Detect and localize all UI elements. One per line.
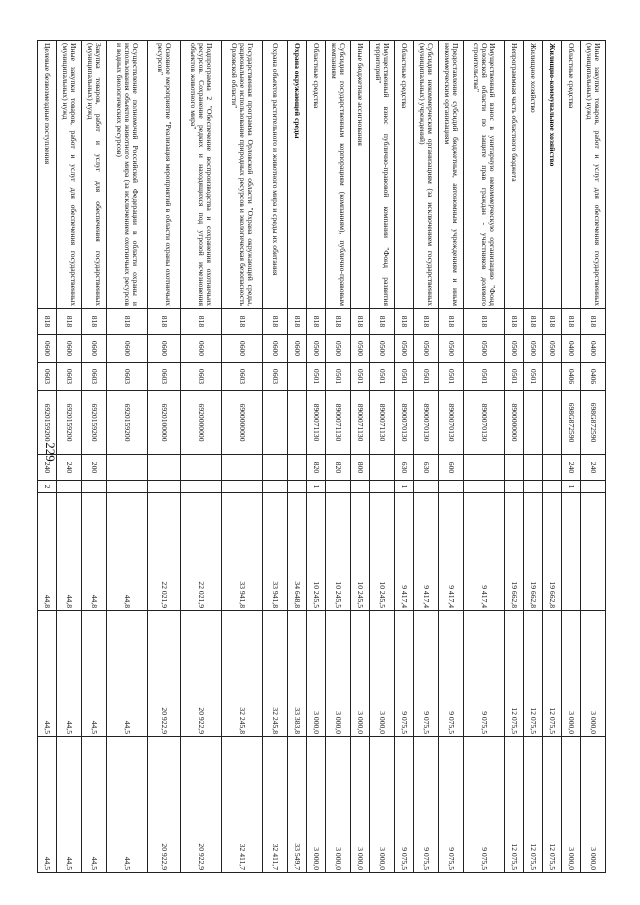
cell-amount-3: 44,5: [38, 737, 57, 873]
cell-grbs: 818: [181, 309, 222, 335]
cell-grbs: 818: [562, 309, 581, 335]
cell-section: 0600: [82, 335, 107, 363]
cell-amount-1: 33 941,8: [263, 493, 288, 611]
cell-subsection: 0406: [562, 363, 581, 391]
cell-section: 0600: [38, 335, 57, 363]
cell-target-article: 698G872590: [562, 391, 581, 455]
cell-section: 0500: [326, 335, 351, 363]
cell-amount-2: 32 245,8: [222, 611, 263, 737]
cell-marker: [288, 481, 307, 493]
cell-amount-3: 9 075,5: [464, 737, 505, 873]
cell-marker: [181, 481, 222, 493]
cell-amount-2: 9 075,5: [414, 611, 439, 737]
cell-amount-1: 10 245,5: [351, 493, 370, 611]
cell-marker: [148, 481, 181, 493]
cell-name: Государственная программа Орловской области "Охрана окружающей среды, рациональное использование природных ресурсов и экологическая безопасность Орловской области": [222, 41, 263, 309]
cell-amount-2: 44,5: [38, 611, 57, 737]
cell-grbs: 818: [524, 309, 543, 335]
budget-table-body: [38, 41, 606, 873]
cell-marker: 1: [307, 481, 326, 493]
cell-subsection: 0603: [222, 363, 263, 391]
cell-target-article: 8900070130: [464, 391, 505, 455]
cell-target-article: 6920159200: [82, 391, 107, 455]
cell-target-article: 698G872590: [581, 391, 606, 455]
cell-marker: [326, 481, 351, 493]
cell-name: Охрана объектов растительного и животного мира и среды их обитания: [263, 41, 288, 309]
cell-amount-3: 3 000,0: [307, 737, 326, 873]
table-row: [307, 41, 326, 873]
cell-amount-1: 44,8: [82, 493, 107, 611]
cell-amount-3: 9 075,5: [439, 737, 464, 873]
cell-subsection: 0501: [524, 363, 543, 391]
cell-target-article: 8900070130: [395, 391, 414, 455]
cell-amount-1: 19 662,8: [505, 493, 524, 611]
cell-amount-1: 10 245,5: [326, 493, 351, 611]
cell-grbs: 818: [148, 309, 181, 335]
cell-marker: [439, 481, 464, 493]
cell-target-article: 6920159200: [107, 391, 148, 455]
cell-amount-1: 9 417,4: [439, 493, 464, 611]
cell-section: 0600: [107, 335, 148, 363]
cell-subsection: 0501: [326, 363, 351, 391]
cell-expense-type: [148, 455, 181, 481]
cell-marker: 1: [395, 481, 414, 493]
cell-subsection: 0603: [181, 363, 222, 391]
cell-amount-3: 12 075,5: [505, 737, 524, 873]
cell-amount-1: 10 245,5: [307, 493, 326, 611]
cell-expense-type: 240: [581, 455, 606, 481]
cell-amount-1: 10 245,5: [370, 493, 395, 611]
cell-amount-3: 44,5: [107, 737, 148, 873]
cell-amount-3: 20 922,9: [148, 737, 181, 873]
cell-amount-1: 44,8: [57, 493, 82, 611]
cell-marker: [543, 481, 562, 493]
cell-amount-1: 22 021,9: [181, 493, 222, 611]
cell-subsection: 0603: [148, 363, 181, 391]
cell-target-article: [288, 391, 307, 455]
cell-section: 0500: [351, 335, 370, 363]
cell-grbs: 818: [581, 309, 606, 335]
cell-grbs: 818: [57, 309, 82, 335]
cell-expense-type: 600: [439, 455, 464, 481]
cell-expense-type: [505, 455, 524, 481]
table-row: [351, 41, 370, 873]
table-row: [222, 41, 263, 873]
cell-amount-1: 44,8: [38, 493, 57, 611]
cell-name: Иные закупки товаров, работ и услуг для обеспечения государственных (муниципальных) нужд: [581, 41, 606, 309]
cell-amount-3: 20 922,9: [181, 737, 222, 873]
cell-target-article: 6900000000: [222, 391, 263, 455]
cell-expense-type: [181, 455, 222, 481]
cell-expense-type: 240: [562, 455, 581, 481]
cell-amount-3: 12 075,5: [543, 737, 562, 873]
cell-subsection: [543, 363, 562, 391]
cell-section: 0500: [505, 335, 524, 363]
cell-expense-type: [288, 455, 307, 481]
cell-amount-2: 9 075,5: [395, 611, 414, 737]
cell-amount-3: 3 000,0: [326, 737, 351, 873]
cell-amount-3: 3 000,0: [351, 737, 370, 873]
cell-target-article: 8900071130: [307, 391, 326, 455]
cell-expense-type: [107, 455, 148, 481]
cell-subsection: 0501: [414, 363, 439, 391]
cell-amount-1: 34 648,8: [288, 493, 307, 611]
cell-grbs: 818: [543, 309, 562, 335]
cell-section: 0600: [263, 335, 288, 363]
cell-target-article: 8900070130: [439, 391, 464, 455]
cell-marker: [505, 481, 524, 493]
cell-name: Охрана окружающей среды: [288, 41, 307, 309]
cell-subsection: 0603: [107, 363, 148, 391]
cell-target-article: 8900071130: [351, 391, 370, 455]
cell-grbs: 818: [370, 309, 395, 335]
cell-marker: [222, 481, 263, 493]
cell-name: Закупка товаров, работ и услуг для обеспечения государственных (муниципальных) нужд: [82, 41, 107, 309]
cell-name: Предоставление субсидий бюджетным, автономным учреждениям и иным некоммерческим организациям: [439, 41, 464, 309]
cell-grbs: 818: [288, 309, 307, 335]
table-row: [57, 41, 82, 873]
cell-subsection: 0603: [57, 363, 82, 391]
cell-amount-3: 3 000,0: [370, 737, 395, 873]
table-row: [326, 41, 351, 873]
cell-amount-1: [581, 493, 606, 611]
cell-name: Основное мероприятие "Реализация мероприятий в области охраны охотничьих ресурсов": [148, 41, 181, 309]
cell-amount-1: 22 021,9: [148, 493, 181, 611]
cell-expense-type: 800: [351, 455, 370, 481]
cell-section: 0500: [543, 335, 562, 363]
cell-target-article: 6920000000: [181, 391, 222, 455]
table-row: [524, 41, 543, 873]
cell-expense-type: [543, 455, 562, 481]
cell-grbs: 818: [326, 309, 351, 335]
cell-target-article: 6920100000: [148, 391, 181, 455]
cell-marker: [82, 481, 107, 493]
cell-name: Субсидии некоммерческим организациям (за исключением государственных (муниципальных) учреждений): [414, 41, 439, 309]
cell-amount-3: 9 075,5: [414, 737, 439, 873]
cell-grbs: 818: [307, 309, 326, 335]
cell-expense-type: [263, 455, 288, 481]
cell-target-article: 8900070130: [414, 391, 439, 455]
cell-grbs: 818: [222, 309, 263, 335]
table-row: [562, 41, 581, 873]
cell-section: 0400: [562, 335, 581, 363]
cell-amount-1: 9 417,4: [414, 493, 439, 611]
cell-amount-1: 33 941,8: [222, 493, 263, 611]
table-row: [439, 41, 464, 873]
cell-subsection: 0501: [351, 363, 370, 391]
cell-name: Жилищно-коммунальное хозяйство: [543, 41, 562, 309]
table-row: [38, 41, 57, 873]
cell-name: Имущественный взнос в унитарную некоммерческую организацию "Фонд Орловской области по защите прав граждан - участников долевого строительства": [464, 41, 505, 309]
table-row: [414, 41, 439, 873]
cell-expense-type: [524, 455, 543, 481]
cell-name: Жилищное хозяйство: [524, 41, 543, 309]
cell-section: 0500: [370, 335, 395, 363]
table-row: [395, 41, 414, 873]
cell-target-article: 8900071130: [326, 391, 351, 455]
cell-name: Областные средства: [395, 41, 414, 309]
cell-amount-2: 3 000,0: [562, 611, 581, 737]
cell-target-article: 6920159200: [57, 391, 82, 455]
cell-amount-1: [562, 493, 581, 611]
cell-amount-2: 3 000,0: [370, 611, 395, 737]
cell-expense-type: 240: [38, 455, 57, 481]
cell-amount-1: 19 662,8: [524, 493, 543, 611]
table-row: [107, 41, 148, 873]
cell-marker: [464, 481, 505, 493]
cell-grbs: 818: [464, 309, 505, 335]
cell-grbs: 818: [414, 309, 439, 335]
cell-section: 0600: [148, 335, 181, 363]
budget-table-container: [42, 40, 606, 872]
cell-section: 0500: [414, 335, 439, 363]
cell-expense-type: 240: [57, 455, 82, 481]
cell-grbs: 818: [395, 309, 414, 335]
cell-expense-type: 820: [326, 455, 351, 481]
cell-name: Областные средства: [307, 41, 326, 309]
cell-grbs: 818: [82, 309, 107, 335]
cell-subsection: 0501: [464, 363, 505, 391]
cell-target-article: [263, 391, 288, 455]
cell-name: Непрограммная часть областного бюджета: [505, 41, 524, 309]
cell-subsection: 0603: [38, 363, 57, 391]
cell-amount-1: 19 662,8: [543, 493, 562, 611]
page-number: 229: [43, 442, 58, 462]
cell-marker: [581, 481, 606, 493]
cell-amount-1: 9 417,4: [395, 493, 414, 611]
cell-amount-2: 20 922,9: [181, 611, 222, 737]
cell-marker: [370, 481, 395, 493]
cell-section: 0600: [181, 335, 222, 363]
cell-subsection: 0501: [395, 363, 414, 391]
cell-amount-2: 32 245,8: [263, 611, 288, 737]
cell-expense-type: 630: [414, 455, 439, 481]
cell-section: 0600: [222, 335, 263, 363]
cell-section: 0600: [288, 335, 307, 363]
cell-expense-type: 820: [307, 455, 326, 481]
cell-section: 0500: [307, 335, 326, 363]
cell-amount-3: 9 075,5: [395, 737, 414, 873]
cell-amount-2: 9 075,5: [439, 611, 464, 737]
table-row: [505, 41, 524, 873]
cell-section: 0500: [464, 335, 505, 363]
cell-target-article: [524, 391, 543, 455]
cell-amount-2: 9 075,5: [464, 611, 505, 737]
cell-amount-2: 3 000,0: [307, 611, 326, 737]
cell-grbs: 818: [505, 309, 524, 335]
cell-expense-type: [370, 455, 395, 481]
cell-grbs: 818: [38, 309, 57, 335]
table-row: [370, 41, 395, 873]
cell-target-article: [543, 391, 562, 455]
budget-table: [37, 40, 606, 873]
cell-name: Целевые безвозмездные поступления: [38, 41, 57, 309]
cell-marker: 1: [562, 481, 581, 493]
cell-amount-2: 12 075,5: [524, 611, 543, 737]
cell-marker: 2: [38, 481, 57, 493]
table-row: [543, 41, 562, 873]
cell-amount-3: 44,5: [82, 737, 107, 873]
cell-expense-type: 630: [395, 455, 414, 481]
cell-subsection: 0501: [307, 363, 326, 391]
cell-subsection: 0603: [82, 363, 107, 391]
cell-amount-3: 32 411,7: [263, 737, 288, 873]
cell-marker: [414, 481, 439, 493]
table-row: [581, 41, 606, 873]
cell-expense-type: [222, 455, 263, 481]
cell-amount-3: 3 000,0: [562, 737, 581, 873]
cell-subsection: 0501: [439, 363, 464, 391]
cell-amount-2: 12 075,5: [543, 611, 562, 737]
table-row: [288, 41, 307, 873]
cell-name: Подпрограмма 2 "Обеспечение воспроизводства и сохранения охотничьих ресурсов. Сохранение редких и находящихся под угрозой исчезновения объектов животного мира": [181, 41, 222, 309]
cell-grbs: 818: [439, 309, 464, 335]
cell-grbs: 818: [263, 309, 288, 335]
cell-subsection: 0501: [505, 363, 524, 391]
cell-amount-2: 20 922,9: [148, 611, 181, 737]
cell-name: Осуществление полномочий Российской Федерации в области охраны и использования объектов животного мира (за исключением охотничьих ресурсов и водных биологических ресурсов): [107, 41, 148, 309]
cell-amount-2: 44,5: [57, 611, 82, 737]
table-row: [263, 41, 288, 873]
table-row: [181, 41, 222, 873]
cell-name: Иные закупки товаров, работ и услуг для обеспечения государственных (муниципальных) нужд: [57, 41, 82, 309]
cell-subsection: [288, 363, 307, 391]
cell-section: 0500: [395, 335, 414, 363]
cell-amount-2: 33 383,8: [288, 611, 307, 737]
cell-amount-2: 12 075,5: [505, 611, 524, 737]
cell-amount-2: 44,5: [82, 611, 107, 737]
cell-section: 0600: [57, 335, 82, 363]
cell-marker: [263, 481, 288, 493]
cell-amount-2: 3 000,0: [581, 611, 606, 737]
cell-amount-3: 33 549,7: [288, 737, 307, 873]
cell-amount-3: 12 075,5: [524, 737, 543, 873]
rotated-page-area: [42, 40, 606, 872]
table-row: [148, 41, 181, 873]
cell-amount-3: 3 000,0: [581, 737, 606, 873]
cell-subsection: 0501: [370, 363, 395, 391]
cell-name: Субсидии государственным корпорациям (компаниям), публично-правовым компаниям: [326, 41, 351, 309]
cell-amount-1: 44,8: [107, 493, 148, 611]
cell-subsection: 0406: [581, 363, 606, 391]
cell-marker: [524, 481, 543, 493]
cell-expense-type: [464, 455, 505, 481]
cell-marker: [107, 481, 148, 493]
cell-amount-2: 44,5: [107, 611, 148, 737]
cell-name: Имущественный взнос публично-правовой компании "Фонд развития территорий": [370, 41, 395, 309]
cell-amount-3: 44,5: [57, 737, 82, 873]
cell-amount-2: 3 000,0: [326, 611, 351, 737]
cell-marker: [351, 481, 370, 493]
cell-target-article: 8900071130: [370, 391, 395, 455]
cell-amount-2: 3 000,0: [351, 611, 370, 737]
table-row: [464, 41, 505, 873]
cell-name: Иные бюджетные ассигнования: [351, 41, 370, 309]
cell-amount-1: 9 417,4: [464, 493, 505, 611]
cell-subsection: 0603: [263, 363, 288, 391]
table-row: [82, 41, 107, 873]
cell-section: 0500: [439, 335, 464, 363]
cell-grbs: 818: [351, 309, 370, 335]
cell-marker: [57, 481, 82, 493]
cell-section: 0400: [581, 335, 606, 363]
cell-section: 0500: [524, 335, 543, 363]
cell-expense-type: 200: [82, 455, 107, 481]
cell-target-article: 6920159200: [38, 391, 57, 455]
cell-name: Областные средства: [562, 41, 581, 309]
cell-target-article: 8900000000: [505, 391, 524, 455]
cell-grbs: 818: [107, 309, 148, 335]
cell-amount-3: 32 411,7: [222, 737, 263, 873]
